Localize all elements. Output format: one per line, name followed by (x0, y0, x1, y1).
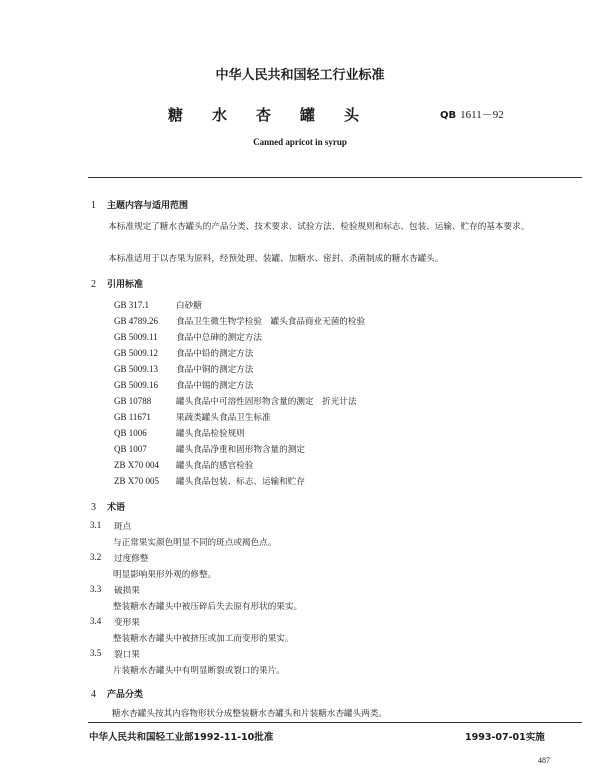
term-name: 斑点 (114, 522, 132, 532)
reference-code: ZB X70 004 (114, 460, 159, 470)
reference-item (114, 443, 305, 455)
standard-number (440, 106, 504, 122)
reference-name: 食品中铜的测定方法 (176, 365, 254, 375)
reference-name: 罐头食品检验规则 (176, 429, 245, 439)
section-4-paragraph: 糖水杏罐头按其内容物形状分成整装糖水杏罐头和片装糖水杏罐头两类。 (112, 709, 388, 719)
term-number: 3.1 (90, 520, 102, 530)
term-name: 变形果 (114, 618, 140, 628)
reference-name: 食品中总砷的测定方法 (176, 333, 262, 343)
document-title: 糖水杏罐头 (168, 106, 389, 124)
reference-name: 罐头食品中可溶性固形物含量的测定 折光计法 (176, 397, 357, 407)
term-definition: 整装糖水杏罐头中被压碎后失去原有形状的果实。 (113, 602, 303, 612)
term-number: 3.4 (90, 616, 102, 626)
reference-code: GB 10788 (114, 396, 152, 406)
footer-divider (88, 722, 582, 723)
reference-code: GB 4789.26 (114, 316, 159, 326)
reference-item (114, 459, 253, 471)
reference-item (114, 395, 356, 407)
section-2-heading (91, 277, 143, 290)
section-number: 2 (91, 279, 96, 290)
section-4-heading (91, 687, 143, 700)
term-number: 3.5 (90, 648, 102, 658)
term-definition: 明显影响果形外观的修整。 (113, 570, 217, 580)
reference-code: GB 5009.11 (114, 332, 158, 342)
reference-item (114, 363, 253, 375)
reference-item (114, 427, 245, 439)
section-number: 4 (91, 689, 96, 700)
reference-name: 食品卫生微生物学检验 罐头食品商业无菌的检验 (176, 317, 366, 327)
reference-code: QB 1006 (114, 428, 147, 438)
reference-code: GB 5009.13 (114, 364, 159, 374)
section-3-heading (91, 500, 125, 513)
term-name: 破损果 (114, 586, 140, 596)
reference-name: 食品中铅的测定方法 (176, 349, 254, 359)
reference-name: 白砂糖 (176, 301, 202, 311)
reference-item (114, 379, 253, 391)
effective-date: 1993-07-01实施 (465, 732, 545, 743)
standard-code: 1611－92 (460, 109, 504, 121)
reference-item (114, 411, 271, 423)
section-1-heading (91, 198, 188, 211)
section-title: 产品分类 (107, 690, 144, 700)
reference-code: ZB X70 005 (114, 476, 159, 486)
section-number: 3 (91, 502, 96, 513)
section-title: 引用标准 (107, 280, 144, 290)
reference-code: QB 1007 (114, 444, 147, 454)
issuing-authority-header: 中华人民共和国轻工行业标准 (215, 68, 385, 83)
reference-item (114, 331, 262, 343)
reference-name: 罐头食品的感官检验 (176, 461, 254, 471)
approval-line: 中华人民共和国轻工业部1992-11-10批准 (89, 732, 274, 743)
english-title: Canned apricot in syrup (253, 137, 347, 147)
term-number: 3.3 (90, 584, 102, 594)
reference-name: 罐头食品包装、标志、运输和贮存 (176, 477, 305, 487)
reference-code: GB 5009.16 (114, 380, 159, 390)
reference-name: 罐头食品净重和固形物含量的测定 (176, 445, 305, 455)
section-1-paragraph-1: 本标准规定了糖水杏罐头的产品分类、技术要求、试验方法、检验规则和标志、包装、运输、贮存的基本要求。 (108, 222, 530, 232)
reference-item (114, 299, 202, 311)
term-number: 3.2 (90, 552, 102, 562)
reference-item (114, 475, 305, 487)
term-definition: 片装糖水杏罐头中有明显断裂或裂口的果片。 (113, 666, 285, 676)
page-number: 487 (538, 756, 550, 765)
section-number: 1 (91, 200, 96, 211)
term-definition: 整装糖水杏罐头中被挤压或加工而变形的果实。 (113, 634, 294, 644)
section-1-paragraph-2: 本标准适用于以杏果为原料，经预处理、装罐、加糖水、密封、杀菌制成的糖水杏罐头。 (108, 254, 444, 264)
section-title: 主题内容与适用范围 (107, 201, 189, 211)
reference-item (114, 347, 253, 359)
term-definition: 与正常果实颜色明显不同的斑点或褐色点。 (113, 538, 277, 548)
top-divider (88, 177, 582, 178)
term-name: 裂口果 (114, 650, 140, 660)
reference-code: GB 11671 (114, 412, 151, 422)
reference-code: GB 317.1 (114, 300, 150, 310)
reference-item (114, 315, 365, 327)
reference-name: 食品中锡的测定方法 (176, 381, 254, 391)
reference-code: GB 5009.12 (114, 348, 159, 358)
section-title: 术语 (107, 503, 126, 513)
term-name: 过度修整 (114, 554, 149, 564)
reference-name: 果蔬类罐头食品卫生标准 (176, 413, 271, 423)
standard-prefix: QB (440, 110, 457, 121)
